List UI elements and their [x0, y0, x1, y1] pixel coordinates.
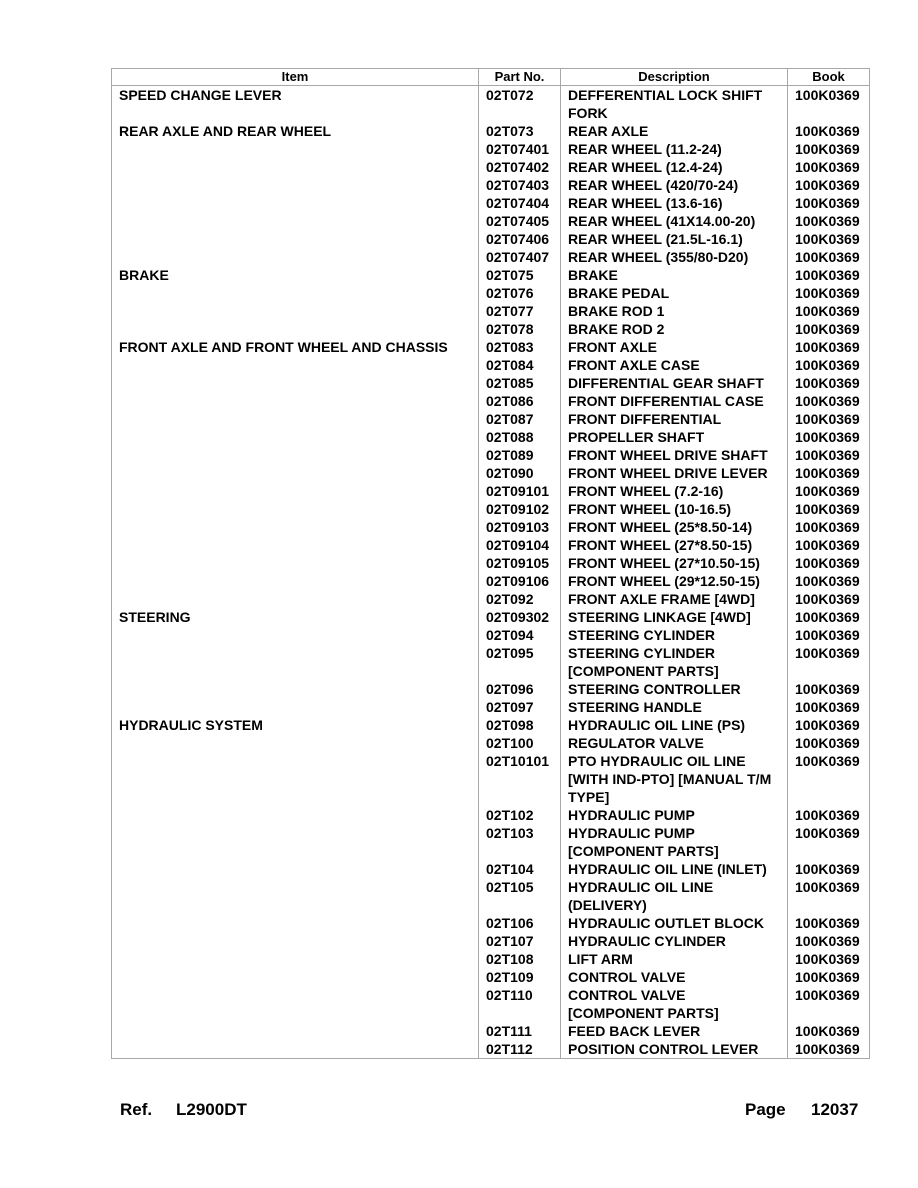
book-cell: 100K0369: [788, 392, 870, 410]
table-row: [112, 680, 870, 698]
table-row: [112, 248, 870, 266]
description-cell: REAR WHEEL (21.5L-16.1): [561, 230, 788, 248]
part-number-cell: 02T07402: [479, 158, 561, 176]
description-cell: FRONT WHEEL (27*8.50-15): [561, 536, 788, 554]
item-cell: [112, 1040, 479, 1059]
description-cell: STEERING CYLINDER: [561, 626, 788, 644]
description-cell: BRAKE ROD 1: [561, 302, 788, 320]
book-cell: 100K0369: [788, 644, 870, 680]
item-cell: [112, 320, 479, 338]
part-number-cell: 02T103: [479, 824, 561, 860]
part-number-cell: 02T094: [479, 626, 561, 644]
table-row: [112, 158, 870, 176]
table-row: [112, 140, 870, 158]
item-cell: [112, 482, 479, 500]
description-cell: REAR WHEEL (13.6-16): [561, 194, 788, 212]
description-cell: DIFFERENTIAL GEAR SHAFT: [561, 374, 788, 392]
ref-label: Ref.: [120, 1100, 153, 1119]
book-cell: 100K0369: [788, 734, 870, 752]
item-cell: [112, 140, 479, 158]
table-row: [112, 716, 870, 734]
book-cell: 100K0369: [788, 212, 870, 230]
book-cell: 100K0369: [788, 284, 870, 302]
item-cell: [112, 626, 479, 644]
description-cell: FRONT WHEEL (25*8.50-14): [561, 518, 788, 536]
description-cell: HYDRAULIC OIL LINE (PS): [561, 716, 788, 734]
description-cell: FRONT AXLE: [561, 338, 788, 356]
item-cell: [112, 680, 479, 698]
book-cell: 100K0369: [788, 590, 870, 608]
part-number-cell: 02T07405: [479, 212, 561, 230]
part-number-cell: 02T096: [479, 680, 561, 698]
table-row: [112, 1022, 870, 1040]
item-cell: [112, 1022, 479, 1040]
table-row: [112, 284, 870, 302]
book-cell: 100K0369: [788, 194, 870, 212]
part-number-cell: 02T111: [479, 1022, 561, 1040]
table-row: [112, 122, 870, 140]
description-cell: REAR WHEEL (420/70-24): [561, 176, 788, 194]
part-number-cell: 02T102: [479, 806, 561, 824]
book-cell: 100K0369: [788, 716, 870, 734]
column-header-part-no: Part No.: [479, 69, 561, 86]
item-cell: [112, 824, 479, 860]
part-number-cell: 02T077: [479, 302, 561, 320]
part-number-cell: 02T097: [479, 698, 561, 716]
book-cell: 100K0369: [788, 500, 870, 518]
part-number-cell: 02T085: [479, 374, 561, 392]
description-cell: REAR AXLE: [561, 122, 788, 140]
part-number-cell: 02T09105: [479, 554, 561, 572]
item-cell: [112, 158, 479, 176]
part-number-cell: 02T07403: [479, 176, 561, 194]
table-row: [112, 608, 870, 626]
table-row: [112, 968, 870, 986]
part-number-cell: 02T10101: [479, 752, 561, 806]
part-number-cell: 02T100: [479, 734, 561, 752]
part-number-cell: 02T084: [479, 356, 561, 374]
description-cell: FRONT WHEEL (7.2-16): [561, 482, 788, 500]
item-cell: [112, 230, 479, 248]
item-cell: REAR AXLE AND REAR WHEEL: [112, 122, 479, 140]
part-number-cell: 02T07401: [479, 140, 561, 158]
description-cell: PROPELLER SHAFT: [561, 428, 788, 446]
description-cell: STEERING CONTROLLER: [561, 680, 788, 698]
book-cell: 100K0369: [788, 410, 870, 428]
table-row: [112, 1040, 870, 1059]
table-row: [112, 932, 870, 950]
part-number-cell: 02T107: [479, 932, 561, 950]
description-cell: FRONT WHEEL DRIVE SHAFT: [561, 446, 788, 464]
part-number-cell: 02T09106: [479, 572, 561, 590]
item-cell: [112, 860, 479, 878]
part-number-cell: 02T106: [479, 914, 561, 932]
part-number-cell: 02T09104: [479, 536, 561, 554]
item-cell: STEERING: [112, 608, 479, 626]
item-cell: [112, 356, 479, 374]
book-cell: 100K0369: [788, 140, 870, 158]
item-cell: [112, 302, 479, 320]
item-cell: [112, 932, 479, 950]
table-row: [112, 554, 870, 572]
part-number-cell: 02T092: [479, 590, 561, 608]
book-cell: 100K0369: [788, 698, 870, 716]
book-cell: 100K0369: [788, 302, 870, 320]
book-cell: 100K0369: [788, 374, 870, 392]
part-number-cell: 02T090: [479, 464, 561, 482]
item-cell: [112, 176, 479, 194]
table-row: [112, 338, 870, 356]
table-row: [112, 590, 870, 608]
book-cell: 100K0369: [788, 122, 870, 140]
description-cell: FEED BACK LEVER: [561, 1022, 788, 1040]
part-number-cell: 02T089: [479, 446, 561, 464]
description-cell: LIFT ARM: [561, 950, 788, 968]
parts-table: [111, 68, 870, 1059]
parts-index-page: [111, 68, 869, 1059]
item-cell: [112, 572, 479, 590]
description-cell: FRONT AXLE FRAME [4WD]: [561, 590, 788, 608]
part-number-cell: 02T09302: [479, 608, 561, 626]
description-cell: CONTROL VALVE [COMPONENT PARTS]: [561, 986, 788, 1022]
item-cell: [112, 428, 479, 446]
table-row: [112, 356, 870, 374]
page-number: 12037: [811, 1100, 859, 1119]
item-cell: [112, 464, 479, 482]
table-row: [112, 644, 870, 680]
item-cell: [112, 950, 479, 968]
book-cell: 100K0369: [788, 680, 870, 698]
item-cell: [112, 752, 479, 806]
description-cell: FRONT WHEEL DRIVE LEVER: [561, 464, 788, 482]
item-cell: [112, 734, 479, 752]
part-number-cell: 02T105: [479, 878, 561, 914]
item-cell: [112, 554, 479, 572]
description-cell: CONTROL VALVE: [561, 968, 788, 986]
part-number-cell: 02T07406: [479, 230, 561, 248]
part-number-cell: 02T07404: [479, 194, 561, 212]
description-cell: REGULATOR VALVE: [561, 734, 788, 752]
part-number-cell: 02T095: [479, 644, 561, 680]
book-cell: 100K0369: [788, 608, 870, 626]
book-cell: 100K0369: [788, 932, 870, 950]
description-cell: HYDRAULIC OIL LINE (DELIVERY): [561, 878, 788, 914]
description-cell: DEFFERENTIAL LOCK SHIFT FORK: [561, 86, 788, 123]
item-cell: [112, 698, 479, 716]
part-number-cell: 02T09102: [479, 500, 561, 518]
table-row: [112, 518, 870, 536]
table-row: [112, 482, 870, 500]
book-cell: 100K0369: [788, 86, 870, 123]
table-body: [112, 86, 870, 1059]
table-row: [112, 950, 870, 968]
table-row: [112, 392, 870, 410]
book-cell: 100K0369: [788, 536, 870, 554]
table-row: [112, 860, 870, 878]
book-cell: 100K0369: [788, 482, 870, 500]
description-cell: STEERING LINKAGE [4WD]: [561, 608, 788, 626]
book-cell: 100K0369: [788, 968, 870, 986]
table-row: [112, 428, 870, 446]
part-number-cell: 02T09101: [479, 482, 561, 500]
item-cell: [112, 986, 479, 1022]
description-cell: POSITION CONTROL LEVER: [561, 1040, 788, 1059]
part-number-cell: 02T112: [479, 1040, 561, 1059]
item-cell: [112, 914, 479, 932]
book-cell: 100K0369: [788, 158, 870, 176]
table-row: [112, 572, 870, 590]
part-number-cell: 02T088: [479, 428, 561, 446]
book-cell: 100K0369: [788, 806, 870, 824]
item-cell: [112, 284, 479, 302]
table-row: [112, 464, 870, 482]
item-cell: [112, 374, 479, 392]
part-number-cell: 02T09103: [479, 518, 561, 536]
description-cell: FRONT DIFFERENTIAL CASE: [561, 392, 788, 410]
description-cell: PTO HYDRAULIC OIL LINE [WITH IND-PTO] [MANUAL T/M TYPE]: [561, 752, 788, 806]
item-cell: FRONT AXLE AND FRONT WHEEL AND CHASSIS: [112, 338, 479, 356]
part-number-cell: 02T072: [479, 86, 561, 123]
book-cell: 100K0369: [788, 824, 870, 860]
part-number-cell: 02T110: [479, 986, 561, 1022]
description-cell: HYDRAULIC OUTLET BLOCK: [561, 914, 788, 932]
table-row: [112, 536, 870, 554]
part-number-cell: 02T087: [479, 410, 561, 428]
item-cell: [112, 194, 479, 212]
book-cell: 100K0369: [788, 464, 870, 482]
part-number-cell: 02T07407: [479, 248, 561, 266]
description-cell: FRONT DIFFERENTIAL: [561, 410, 788, 428]
book-cell: 100K0369: [788, 338, 870, 356]
book-cell: 100K0369: [788, 320, 870, 338]
description-cell: FRONT WHEEL (10-16.5): [561, 500, 788, 518]
table-row: [112, 446, 870, 464]
description-cell: HYDRAULIC CYLINDER: [561, 932, 788, 950]
item-cell: [112, 446, 479, 464]
table-row: [112, 914, 870, 932]
table-header-row: [112, 69, 870, 86]
book-cell: 100K0369: [788, 554, 870, 572]
table-row: [112, 194, 870, 212]
table-row: [112, 302, 870, 320]
part-number-cell: 02T076: [479, 284, 561, 302]
book-cell: 100K0369: [788, 950, 870, 968]
table-row: [112, 410, 870, 428]
table-row: [112, 806, 870, 824]
table-row: [112, 734, 870, 752]
table-row: [112, 752, 870, 806]
item-cell: [112, 518, 479, 536]
table-row: [112, 824, 870, 860]
item-cell: [112, 500, 479, 518]
description-cell: REAR WHEEL (12.4-24): [561, 158, 788, 176]
description-cell: FRONT AXLE CASE: [561, 356, 788, 374]
table-row: [112, 500, 870, 518]
table-row: [112, 230, 870, 248]
table-row: [112, 986, 870, 1022]
table-row: [112, 878, 870, 914]
table-row: [112, 374, 870, 392]
book-cell: 100K0369: [788, 518, 870, 536]
book-cell: 100K0369: [788, 572, 870, 590]
description-cell: HYDRAULIC PUMP [COMPONENT PARTS]: [561, 824, 788, 860]
table-row: [112, 320, 870, 338]
table-row: [112, 176, 870, 194]
part-number-cell: 02T086: [479, 392, 561, 410]
item-cell: [112, 248, 479, 266]
description-cell: HYDRAULIC OIL LINE (INLET): [561, 860, 788, 878]
description-cell: REAR WHEEL (11.2-24): [561, 140, 788, 158]
part-number-cell: 02T098: [479, 716, 561, 734]
table-row: [112, 626, 870, 644]
book-cell: 100K0369: [788, 266, 870, 284]
part-number-cell: 02T078: [479, 320, 561, 338]
book-cell: 100K0369: [788, 1040, 870, 1059]
column-header-item: Item: [112, 69, 479, 86]
part-number-cell: 02T075: [479, 266, 561, 284]
table-row: [112, 86, 870, 123]
item-cell: [112, 644, 479, 680]
description-cell: BRAKE ROD 2: [561, 320, 788, 338]
item-cell: [112, 590, 479, 608]
item-cell: [112, 536, 479, 554]
item-cell: [112, 968, 479, 986]
page-footer: [111, 1097, 869, 1123]
item-cell: [112, 212, 479, 230]
model-reference: L2900DT: [176, 1100, 247, 1119]
description-cell: BRAKE: [561, 266, 788, 284]
book-cell: 100K0369: [788, 230, 870, 248]
description-cell: STEERING CYLINDER [COMPONENT PARTS]: [561, 644, 788, 680]
book-cell: 100K0369: [788, 986, 870, 1022]
book-cell: 100K0369: [788, 752, 870, 806]
column-header-book: Book: [788, 69, 870, 86]
description-cell: FRONT WHEEL (27*10.50-15): [561, 554, 788, 572]
page-label: Page: [745, 1100, 786, 1119]
item-cell: [112, 878, 479, 914]
part-number-cell: 02T104: [479, 860, 561, 878]
book-cell: 100K0369: [788, 176, 870, 194]
book-cell: 100K0369: [788, 1022, 870, 1040]
table-row: [112, 266, 870, 284]
book-cell: 100K0369: [788, 860, 870, 878]
description-cell: FRONT WHEEL (29*12.50-15): [561, 572, 788, 590]
book-cell: 100K0369: [788, 626, 870, 644]
table-row: [112, 212, 870, 230]
description-cell: REAR WHEEL (355/80-D20): [561, 248, 788, 266]
description-cell: STEERING HANDLE: [561, 698, 788, 716]
description-cell: HYDRAULIC PUMP: [561, 806, 788, 824]
book-cell: 100K0369: [788, 878, 870, 914]
item-cell: HYDRAULIC SYSTEM: [112, 716, 479, 734]
part-number-cell: 02T108: [479, 950, 561, 968]
description-cell: BRAKE PEDAL: [561, 284, 788, 302]
column-header-description: Description: [561, 69, 788, 86]
description-cell: REAR WHEEL (41X14.00-20): [561, 212, 788, 230]
book-cell: 100K0369: [788, 356, 870, 374]
item-cell: [112, 392, 479, 410]
table-row: [112, 698, 870, 716]
item-cell: [112, 410, 479, 428]
item-cell: [112, 806, 479, 824]
item-cell: BRAKE: [112, 266, 479, 284]
part-number-cell: 02T073: [479, 122, 561, 140]
book-cell: 100K0369: [788, 248, 870, 266]
book-cell: 100K0369: [788, 428, 870, 446]
part-number-cell: 02T109: [479, 968, 561, 986]
item-cell: SPEED CHANGE LEVER: [112, 86, 479, 123]
book-cell: 100K0369: [788, 914, 870, 932]
part-number-cell: 02T083: [479, 338, 561, 356]
book-cell: 100K0369: [788, 446, 870, 464]
